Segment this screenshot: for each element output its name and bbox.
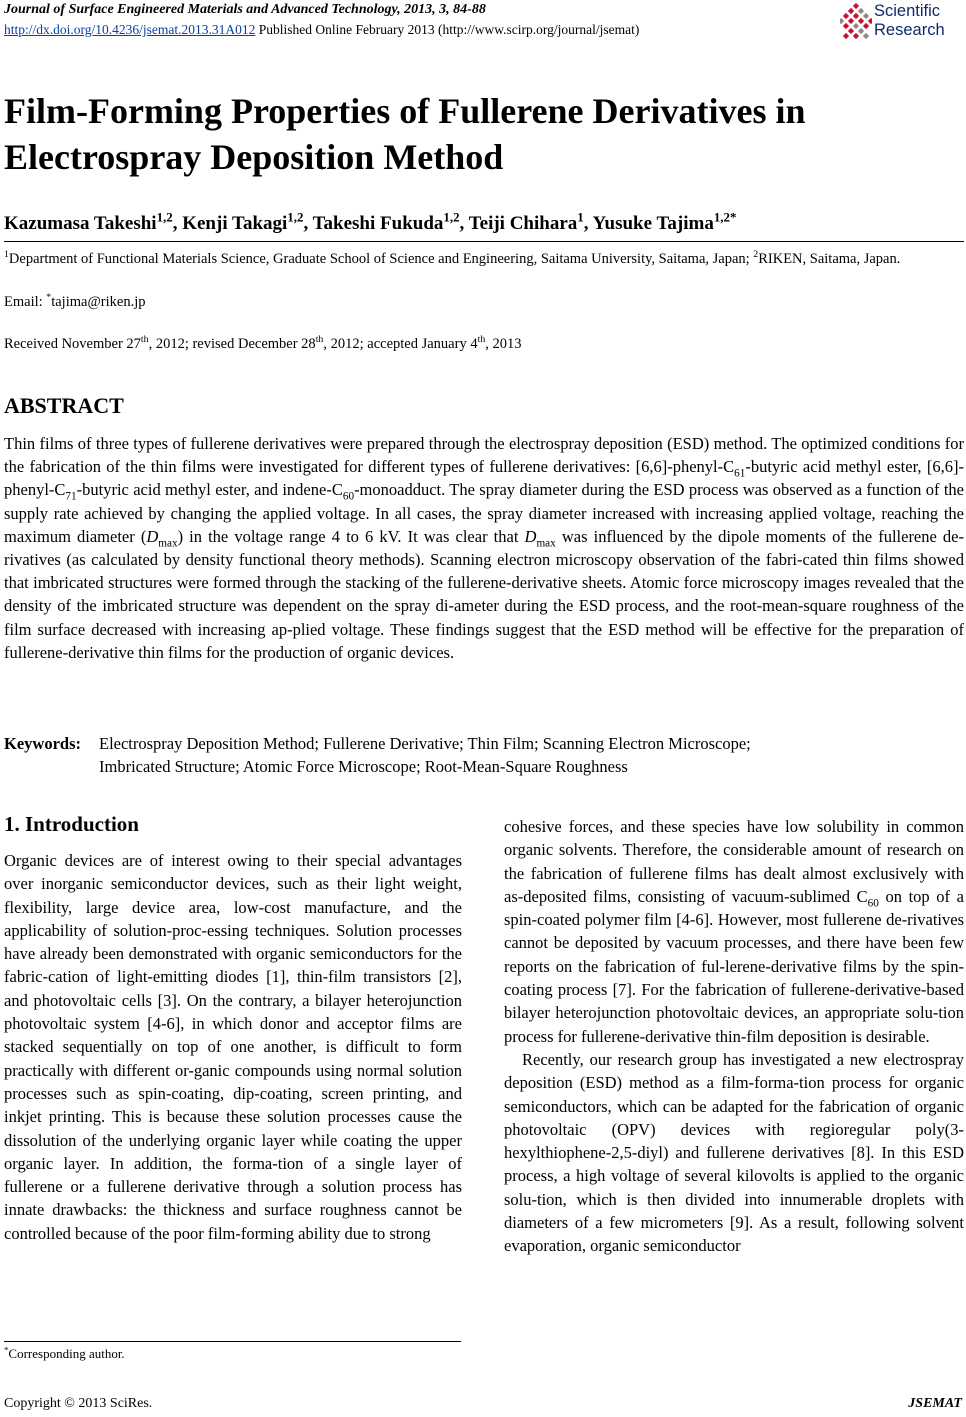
author-separator: , — [583, 213, 593, 234]
affiliation-2-sup: 2 — [753, 249, 759, 261]
journal-abbrev: JSEMAT — [908, 1396, 962, 1411]
logo-dot — [853, 33, 859, 39]
right-column — [504, 815, 964, 1258]
accepted-text: , 2012; accepted January 4 — [323, 336, 478, 352]
affiliation-1: Department of Functional Materials Science, Graduate School of Science and Engineering, Saitama University, Saitama, Japan; — [8, 251, 750, 267]
abstract-text: -butyric acid methyl ester, [6,6]-phenyl-C — [4, 457, 964, 500]
abstract-text: was influenced by the dipole moments of the fullerene de-rivatives (as calculated by density functional theory methods). Scanning electron microscopy observation of the fabri-cated thin films showed that imbricated structures were formed through the stacking of the fullerene-derivative sheets. Atomic force microscopy images revealed that the density of the imbricated structure was dependent on the spray di-ameter during the ESD process, and the root-mean-square roughness of the film surface decreased with increasing ap-plied voltage. These findings suggest that the ESD method will be effective for the preparation of fullerene-derivative thin films for the production of organic devices. — [4, 526, 964, 662]
abstract-text: -butyric acid methyl ester, and indene-C — [76, 480, 343, 500]
abstract-heading: ABSTRACT — [4, 393, 124, 418]
dmax-symbol: D — [146, 526, 159, 546]
logo-dot — [868, 18, 872, 24]
logo-diamond-icon — [840, 3, 872, 43]
subscript: 60 — [867, 897, 879, 910]
author-name: Kazumasa Takeshi — [4, 213, 157, 234]
author-affiliation-sup: 1,2 — [443, 209, 460, 225]
author-separator: , — [459, 213, 469, 234]
author-name: Teiji Chihara — [468, 213, 578, 234]
scientific-research-logo — [840, 2, 962, 44]
affiliations — [4, 250, 964, 269]
keywords-label: Keywords: — [4, 734, 81, 753]
logo-dot — [853, 23, 859, 29]
author-name: Kenji Takagi — [182, 213, 288, 234]
logo-dot — [848, 8, 854, 14]
subscript: 60 — [342, 490, 355, 503]
logo-dot — [863, 13, 869, 19]
paper-title: Film-Forming Properties of Fullerene Derivatives in Electrospray Deposition Method — [4, 91, 806, 177]
left-column — [4, 849, 462, 1245]
logo-text-research: Research — [874, 21, 945, 39]
year-text: , 2013 — [485, 336, 522, 352]
author-list — [4, 209, 737, 235]
keywords-line-1: Electrospray Deposition Method; Fullerene Derivative; Thin Film; Scanning Electron Microscope; — [99, 734, 751, 753]
affiliation-1-sup: 1 — [4, 249, 9, 261]
author-name: Yusuke Tajima — [592, 213, 714, 234]
subscript: 61 — [734, 467, 746, 480]
subscript: 71 — [65, 490, 77, 503]
dmax-symbol: D — [524, 526, 537, 546]
email-label: Email: — [4, 294, 47, 310]
publication-line — [4, 22, 639, 38]
subscript: max — [536, 537, 556, 550]
ordinal-sup: th — [140, 334, 149, 346]
abstract-text: -monoadduct. The spray diameter during the ESD process was observed as a function of the supply rate achieved by changing the applied voltage. In all cases, the spray diameter increased with increasing applied voltage, reaching the maximum diameter ( — [4, 480, 964, 546]
logo-dot — [843, 23, 849, 29]
logo-dot — [843, 33, 849, 39]
subscript: max — [158, 537, 178, 550]
author-separator: , — [172, 213, 183, 234]
logo-text-scientific: Scientific — [874, 2, 941, 20]
body-text: cohesive forces, and these species have low solubility in common organic solvents. Therefore, the considerable amount of research on the fabrication of fullerene films has dealt almost exclusively with as-deposited films, consisting of vacuum-sublimed C — [504, 817, 964, 906]
abstract-body — [4, 432, 964, 664]
section-heading: 1. Introduction — [4, 812, 139, 836]
ordinal-sup: th — [477, 334, 486, 346]
copyright: Copyright © 2013 SciRes. — [4, 1396, 153, 1411]
body-paragraph — [504, 815, 964, 1048]
logo-dot — [858, 8, 864, 14]
author-affiliation-sup: 1,2 — [287, 209, 304, 225]
header-rule — [4, 241, 964, 242]
email-line — [4, 294, 146, 311]
revised-text: , 2012; revised December 28 — [148, 336, 316, 352]
published-online-text: Published Online February 2013 (http://www.scirp.org/journal/jsemat) — [255, 22, 640, 37]
logo-dot — [863, 33, 869, 39]
abstract-text: ) in the voltage range 4 to 6 kV. It was clear that — [177, 526, 525, 546]
logo-dot — [840, 18, 844, 24]
author-name: Takeshi Fukuda — [312, 213, 444, 234]
author-separator: , — [303, 213, 313, 234]
footnote-rule — [4, 1341, 461, 1342]
footnote-sup: * — [4, 1344, 9, 1355]
logo-dot — [848, 18, 854, 24]
abstract-text: Thin films of three types of fullerene derivatives were prepared through the electrospray deposition (ESD) method. The optimized conditions for the fabrication of the thin films were investigated for different types of fullerene derivatives: [6,6]-phenyl-C — [4, 434, 964, 477]
keywords-line-2: Imbricated Structure; Atomic Force Microscope; Root-Mean-Square Roughness — [99, 757, 628, 776]
journal-citation: Journal of Surface Engineered Materials and Advanced Technology, 2013, 3, 84-88 — [4, 2, 486, 17]
received-text: Received November 27 — [4, 336, 141, 352]
body-paragraph: Organic devices are of interest owing to their special advantages over inorganic semiconductor devices, such as their light weight, flexibility, large device area, low-cost manufacture, and the applicability of solution-proc-essing techniques. Solution processes have already been demonstrated with organic semiconductors for the fabric-cation of light-emitting diodes [1], thin-film transistors [2], and photovoltaic cells [3]. On the contrary, a bilayer heterojunction photovoltaic system [4-6], in which donor and acceptor films are stacked sequentially on top of one another, is difficult to form practically with different or-ganic compounds using normal solution processes such as spin-coating, dip-coating, screen printing, and inkjet printing. This is because these solution processes cause the dissolution of the underlying organic layer while coating the upper organic layer. In addition, the forma-tion of a single layer of fullerene or a fullerene derivative through a solution process has innate drawbacks: the thickness and surface roughness cannot be controlled because of the poor film-forming ability due to strong — [4, 851, 462, 1243]
doi-link[interactable]: http://dx.doi.org/10.4236/jsemat.2013.31A012 — [4, 22, 256, 37]
body-text: on top of a spin-coated polymer film [4-6]. However, most fullerene de-rivatives cannot be deposited by vacuum processes, and there have been few reports on the fabrication of ful-lerene-derivative films by the spin-coating process [7]. For the fabrication of fullerene-derivative-based bilayer heterojunction photovoltaic devices, an appropriate solu-tion process for fullerene-derivative thin-film deposition is desirable. — [504, 886, 964, 1046]
logo-dot — [858, 28, 864, 34]
email-sup: * — [46, 292, 52, 304]
body-paragraph: Recently, our research group has investigated a new electrospray deposition (ESD) method as a film-forma-tion process for organic semiconductors, which can be adapted for the fabrication of organic photovoltaic (OPV) devices with regioregular poly(3-hexylthiophene-2,5-diyl) and fullerene derivatives [8]. In this ESD process, a high voltage of several kilovolts is applied to the organic solu-tion, which is then divided into innumerable droplets with diameters of a few micrometers [9]. As a result, following solvent evaporation, organic semiconductor — [504, 1049, 964, 1256]
author-affiliation-sup: 1 — [577, 209, 584, 225]
author-affiliation-sup: 1,2* — [713, 209, 737, 225]
logo-dot — [853, 3, 859, 9]
email-address[interactable]: tajima@riken.jp — [51, 294, 146, 310]
logo-dot — [843, 13, 849, 19]
received-dates — [4, 336, 522, 353]
logo-dot — [863, 23, 869, 29]
logo-dot — [858, 18, 864, 24]
author-affiliation-sup: 1,2 — [156, 209, 173, 225]
logo-dot — [848, 28, 854, 34]
footnote — [4, 1346, 125, 1362]
affiliation-2: RIKEN, Saitama, Japan. — [758, 251, 901, 267]
logo-dot — [853, 13, 859, 19]
ordinal-sup: th — [315, 334, 324, 346]
footnote-text: Corresponding author. — [8, 1346, 125, 1361]
